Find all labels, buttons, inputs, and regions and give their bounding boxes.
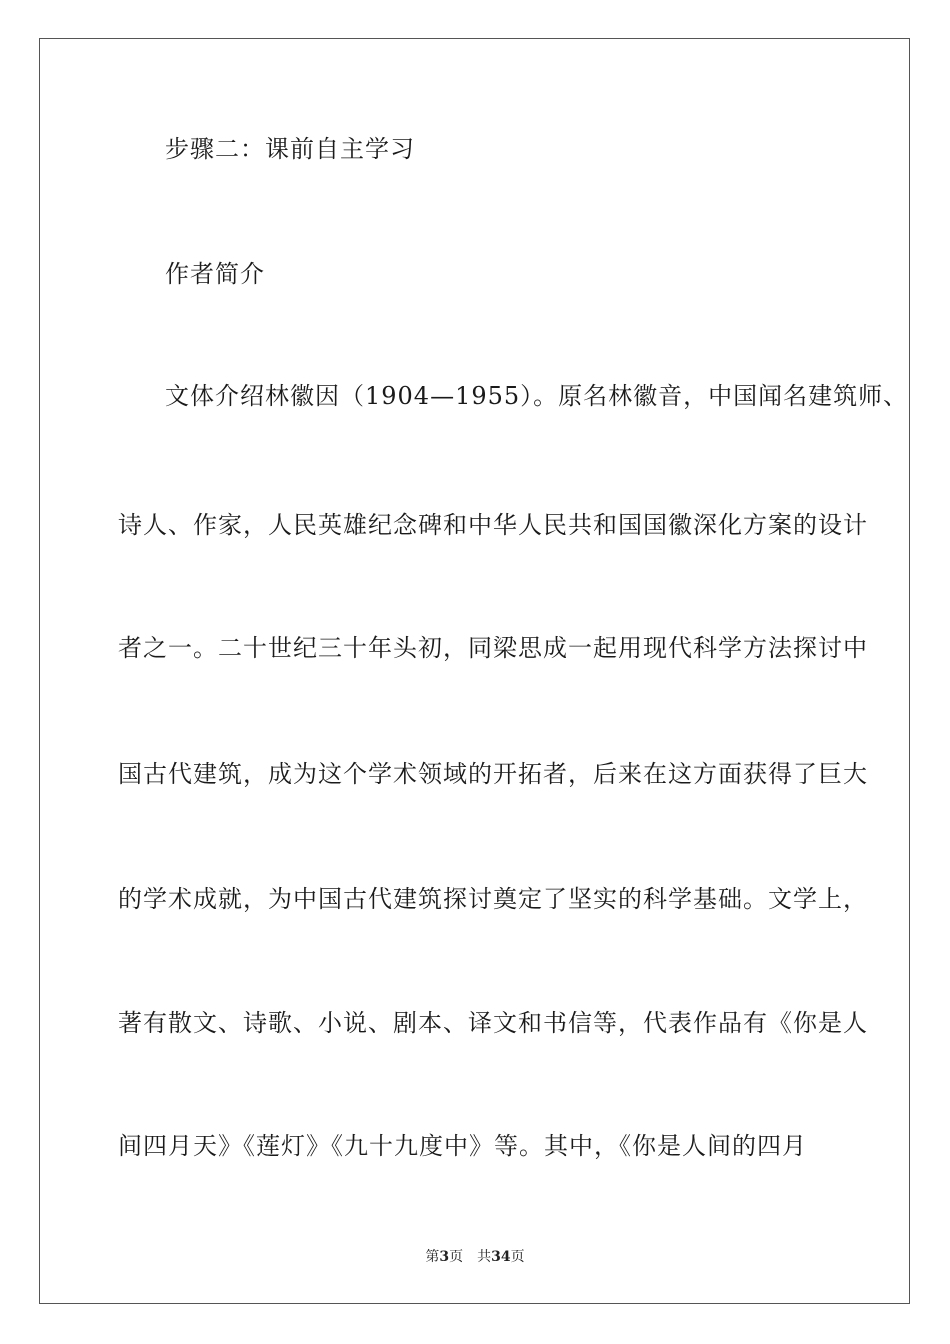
- paragraph-line-5: 的学术成就，为中国古代建筑探讨奠定了坚实的科学基础。文学上，: [118, 885, 868, 913]
- paragraph-line-7: 间四月天》《莲灯》《九十九度中》等。其中，《你是人间的四月: [118, 1132, 807, 1160]
- step-heading: 步骤二：课前自主学习: [165, 135, 415, 163]
- total-suffix: 页: [510, 1249, 525, 1265]
- page-footer: [0, 1248, 950, 1266]
- total-pages: 34: [491, 1249, 511, 1265]
- paragraph-line-2: 诗人、作家，人民英雄纪念碑和中华人民共和国国徽深化方案的设计: [118, 511, 868, 539]
- paragraph-line-3: 者之一。二十世纪三十年头初，同梁思成一起用现代科学方法探讨中: [118, 634, 868, 662]
- page-suffix: 页: [449, 1249, 464, 1265]
- author-intro-heading: 作者简介: [165, 260, 265, 288]
- paragraph-line-4: 国古代建筑，成为这个学术领域的开拓者，后来在这方面获得了巨大: [118, 760, 868, 788]
- paragraph-line-1: 文体介绍林徽因（1904—1955）。原名林徽音，中国闻名建筑师、: [165, 382, 909, 410]
- page-number: 3: [439, 1249, 450, 1265]
- page-border: [39, 38, 910, 1304]
- page-prefix: 第: [425, 1249, 440, 1265]
- paragraph-line-6: 著有散文、诗歌、小说、剧本、译文和书信等，代表作品有《你是人: [118, 1009, 868, 1037]
- total-prefix: 共: [477, 1249, 492, 1265]
